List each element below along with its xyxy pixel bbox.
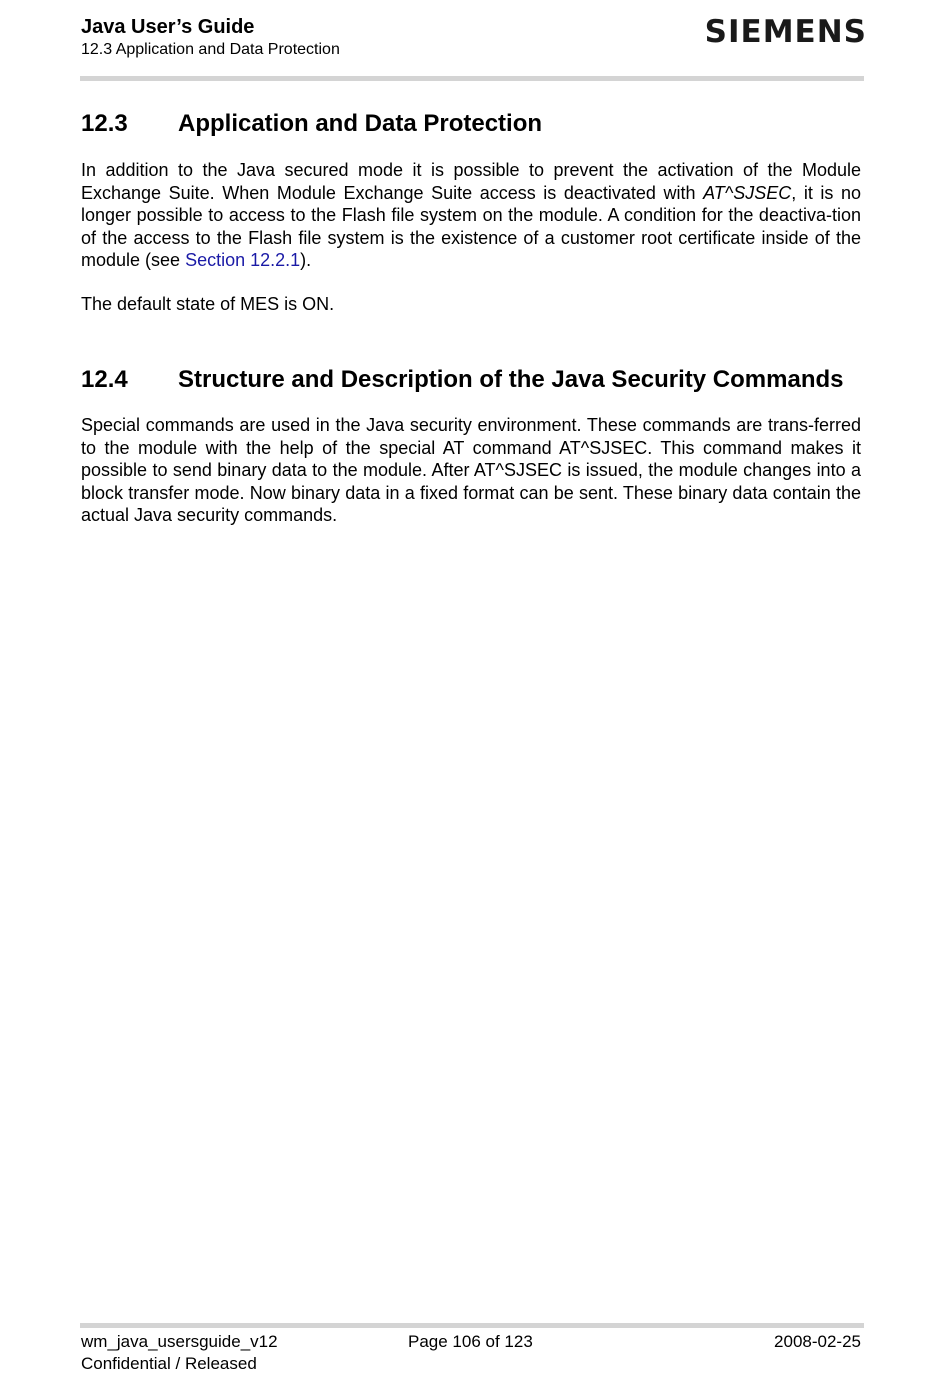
- footer-doc-id: wm_java_usersguide_v12: [81, 1332, 278, 1351]
- header-rule: [80, 76, 864, 81]
- paragraph-text: , it is no longer possible to access to the Flash file system on the module. A condition for the deactiva-tion of the access to the Flash file system is the existence of a customer root certificate inside of the module (see: [81, 182, 862, 270]
- paragraph-text: In addition to the Java secured mode it is possible to prevent the activation of the Module Exchange Suite. When Module Exchange Suite access is deactivated with: [81, 160, 861, 203]
- command-name: AT^SJSEC: [703, 182, 792, 203]
- paragraph-text: ).: [300, 250, 312, 270]
- header-subtitle: 12.3 Application and Data Protection: [81, 41, 340, 58]
- header-title: Java User’s Guide: [81, 16, 255, 38]
- paragraph-module-exchange-suite: [81, 159, 861, 272]
- footer-page-number: Page 106 of 123: [408, 1332, 533, 1351]
- section-title: Structure and Description of the Java Security Commands: [178, 366, 844, 393]
- section-heading-12-3: [81, 109, 871, 139]
- footer-left: [81, 1331, 278, 1375]
- paragraph-security-commands: Special commands are used in the Java security environment. These commands are trans-ferred to the module with the help of the special AT command AT^SJSEC. This command makes it possible to send binary data to the module. After AT^SJSEC is issued, the module changes into a block transfer mode. Now binary data in a fixed format can be sent. These binary data contain the actual Java security commands.: [81, 415, 861, 525]
- section-heading-12-4: [81, 365, 871, 395]
- section-number: 12.3: [81, 110, 128, 137]
- footer-status: Confidential / Released: [81, 1354, 257, 1373]
- paragraph-default-state: The default state of MES is ON.: [81, 294, 335, 314]
- siemens-logo: SIEMENS: [704, 14, 867, 50]
- footer-rule: [80, 1323, 864, 1328]
- footer-date: 2008-02-25: [774, 1332, 861, 1351]
- section-link[interactable]: Section 12.2.1: [185, 250, 301, 270]
- section-title: Application and Data Protection: [178, 110, 543, 137]
- section-number: 12.4: [81, 366, 128, 393]
